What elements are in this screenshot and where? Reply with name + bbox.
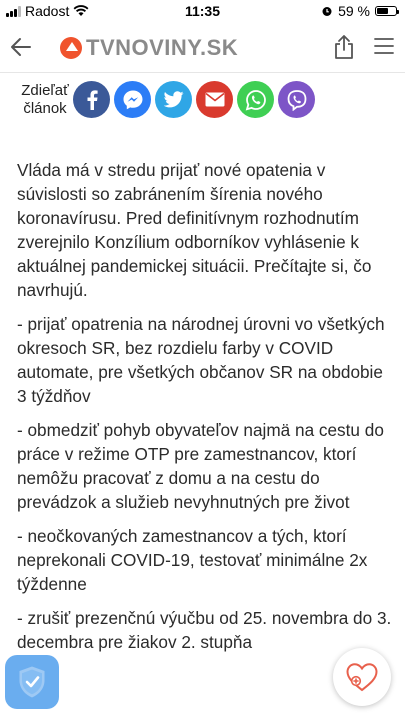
privacy-shield-button[interactable] — [5, 655, 59, 709]
article-paragraph: - prijať opatrenia na národnej úrovni vo všetkých okresoch SR, bez rozdielu farby v COVID automate, pre všetkých občanov SR na obdobie 3 týždňov — [17, 314, 385, 406]
app-header — [0, 24, 405, 73]
facebook-icon — [85, 90, 99, 110]
site-logo[interactable] — [60, 35, 238, 61]
article-paragraph: Vláda má v stredu prijať nové opatenia v súvislosti so zabránením šírenia nového koronavírusu. Pred definitívnym rozhodnutím zverejnilo Konzílium odborníkov vyhlásenie k aktuálnej pandemickej situácii. Prečítajte si, čo navrhujú. — [17, 160, 372, 300]
hamburger-menu-icon[interactable] — [374, 36, 394, 56]
shield-check-icon — [17, 665, 47, 699]
messenger-share-button[interactable] — [114, 81, 151, 118]
whatsapp-icon — [245, 89, 267, 111]
battery-icon — [375, 6, 397, 16]
favorite-button[interactable] — [333, 648, 391, 706]
twitter-share-button[interactable] — [155, 81, 192, 118]
battery-percent: 59 % — [338, 3, 370, 19]
article-body — [17, 158, 395, 664]
article-paragraph: - neočkovaných zamestnancov a tých, ktorí neprekonali COVID-19, testovať minimálne 2x týždenne — [17, 526, 368, 594]
battery-fill — [377, 8, 388, 14]
viber-icon — [286, 89, 308, 111]
logo-text: TVNOVINY.SK — [86, 35, 239, 60]
article-paragraph: - zrušiť prezenčnú výučbu od 25. novembra do 3. decembra pre žiakov 2. stupňa — [17, 608, 392, 652]
alarm-icon — [321, 5, 333, 17]
article-paragraph: - obmedziť pohyb obyvateľov najmä na cestu do práce v režime OTP pre zamestnancov, ktorí nemôžu pracovať z domu a na cestu do prevádzok a služieb nevyhnutných pre život — [17, 420, 384, 512]
share-icon[interactable] — [333, 34, 355, 60]
share-label — [18, 82, 72, 118]
email-share-button[interactable] — [196, 81, 233, 118]
viber-share-button[interactable] — [278, 81, 315, 118]
share-label-line1: Zdieľať — [21, 82, 69, 99]
share-label-line2: článok — [23, 100, 67, 117]
twitter-icon — [164, 91, 184, 108]
status-right — [321, 3, 397, 19]
back-arrow-icon[interactable] — [8, 34, 34, 60]
heart-icon — [345, 662, 379, 692]
whatsapp-share-button[interactable] — [237, 81, 274, 118]
carrier-name: Radost — [25, 3, 70, 19]
status-bar — [0, 0, 405, 24]
messenger-icon — [122, 89, 144, 111]
share-bar — [0, 78, 405, 122]
envelope-icon — [205, 92, 225, 107]
logo-mark-icon — [60, 37, 82, 59]
clock: 11:35 — [184, 3, 221, 19]
facebook-share-button[interactable] — [73, 81, 110, 118]
